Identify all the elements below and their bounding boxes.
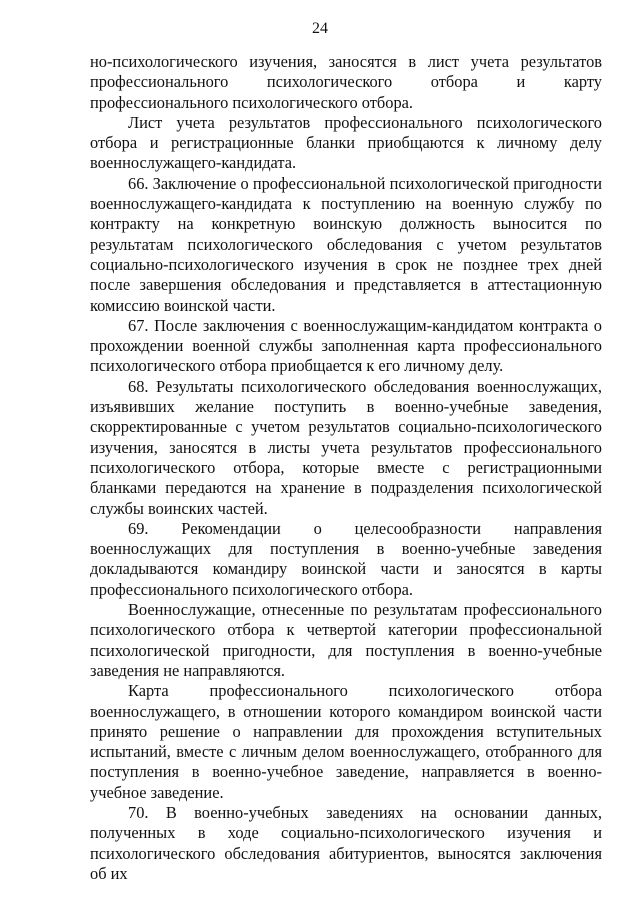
paragraph-69: 69. Рекомендации о целесообразности направления военнослужащих для поступления в военно-учебные заведения докладываются командиру воинской части и заносятся в карты профессионального психологического отбора. (90, 518, 602, 599)
paragraph-fourth-category: Военнослужащие, отнесенные по результатам профессионального психологического отбора к четвертой категории профессиональной психологической пригодности, для поступления в военно-учебные заведения не направляются. (90, 600, 602, 680)
paragraph-66: 66. Заключение о профессиональной психологической пригодности военнослужащего-кандидата к поступлению на военную службу по контракту на конкретную воинскую должность выносится по результатам психологического обследования с учетом результатов социально-психологического изучения в срок не позднее трех дней после завершения обследования и представляется в аттестационную комиссию воинской части. (90, 173, 602, 315)
paragraph-67: 67. После заключения с военнослужащим-кандидатом контракта о прохождении военной службы заполненная карта профессионального психологического отбора приобщается к его личному делу. (90, 315, 602, 376)
paragraph-selection-card: Карта профессионального психологического отбора военнослужащего, в отношении которого командиром воинской части принято решение о направлении для прохождения вступительных испытаний, вместе с личным делом военнослужащего, отобранного для поступления в военно-учебное заведение, направляется в военно-учебное заведение. (90, 681, 602, 802)
body-text (90, 52, 602, 884)
paragraph-70: 70. В военно-учебных заведениях на основании данных, полученных в ходе социально-психологического изучения и психологического обследования абитуриентов, выносятся заключения об их (90, 802, 602, 883)
paragraph-68: 68. Результаты психологического обследования военнослужащих, изъявивших желание поступить в военно-учебные заведения, скорректированные с учетом результатов социально-психологического изучения, заносятся в листы учета результатов профессионального психологического отбора, которые вместе с регистрационными бланками передаются на хранение в подразделения психологической службы воинских частей. (90, 376, 602, 518)
paragraph-record-sheet: Лист учета результатов профессионального психологического отбора и регистрационные бланки приобщаются к личному делу военнослужащего-кандидата. (90, 112, 602, 173)
paragraph-continuation: но-психологического изучения, заносятся в лист учета результатов профессионального психологического отбора и карту профессионального психологического отбора. (90, 52, 602, 112)
page-number: 24 (312, 20, 328, 37)
